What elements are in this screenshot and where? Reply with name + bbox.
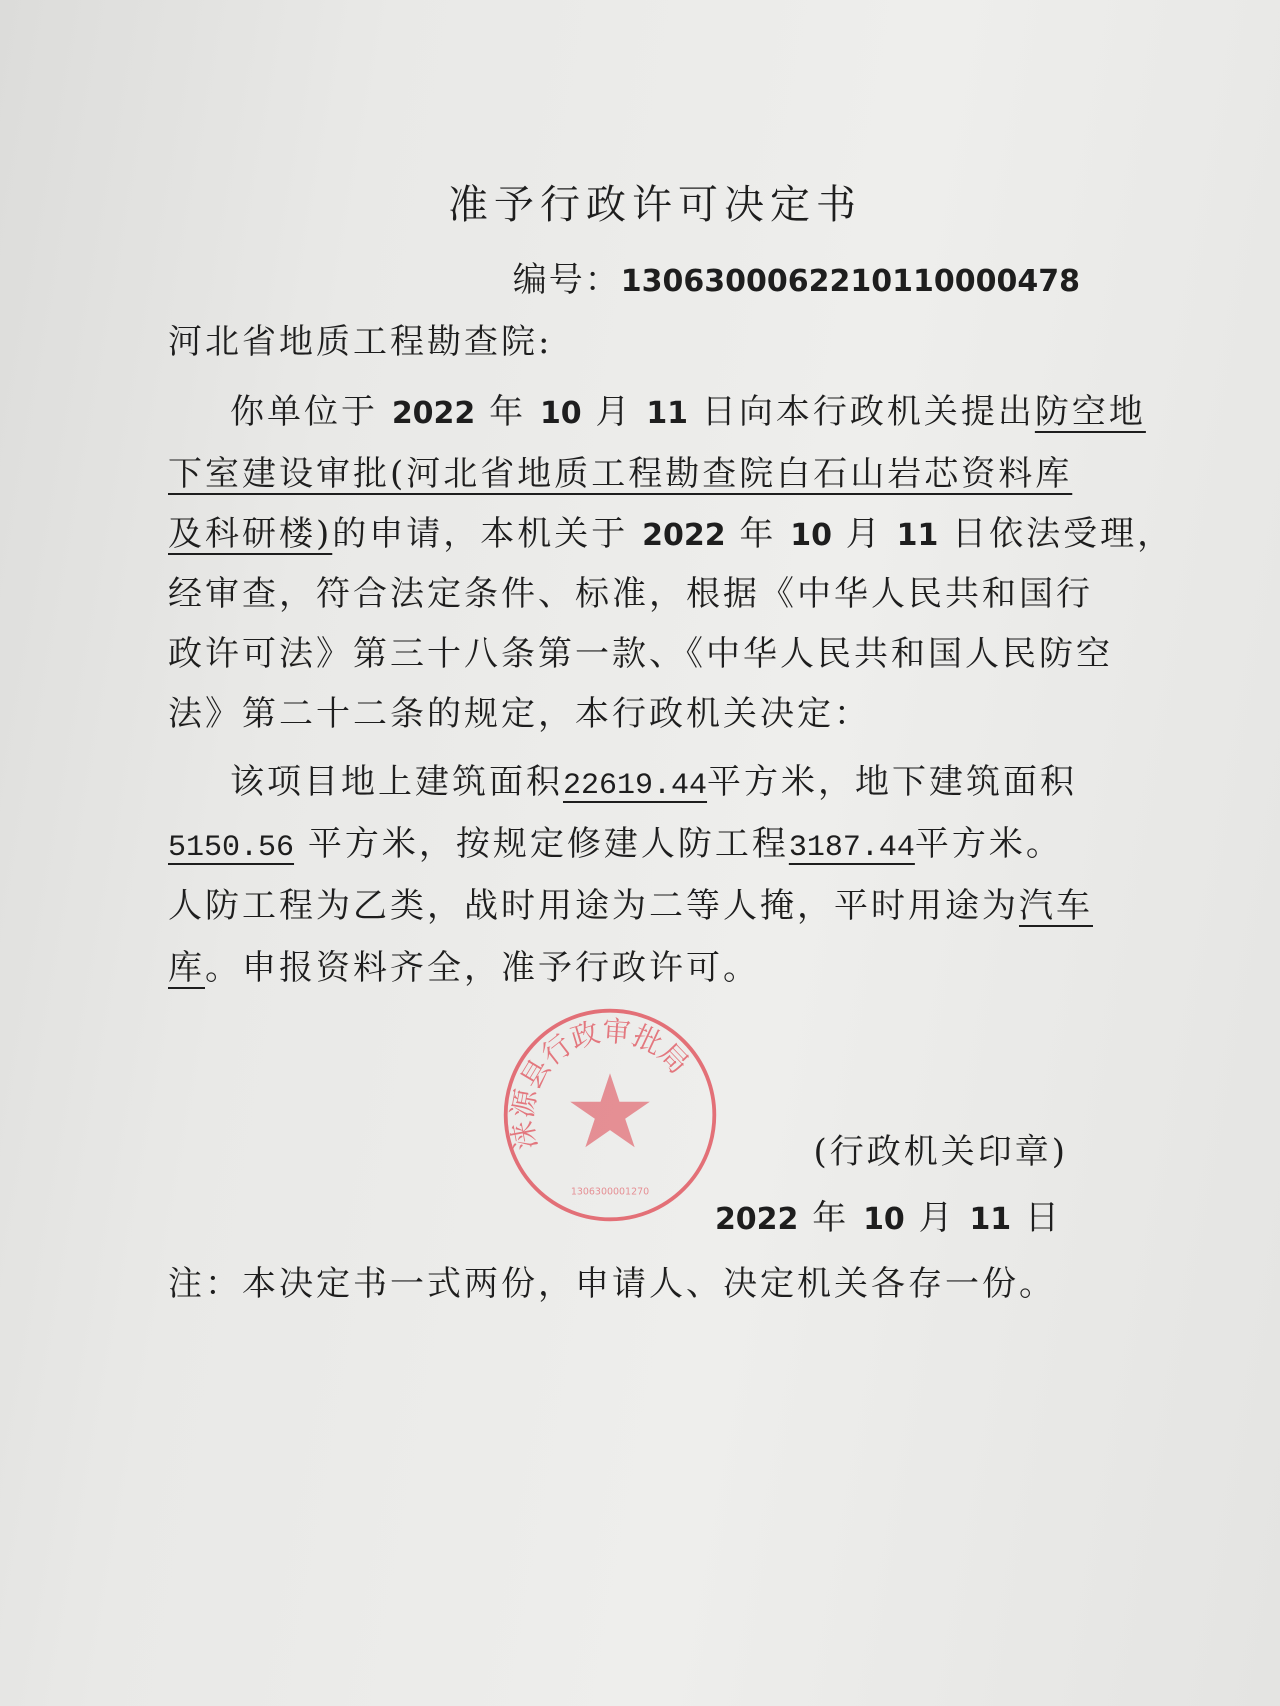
text-segment: 月 — [581, 392, 647, 432]
underlined-text: 5150.56 — [168, 831, 295, 865]
text-segment: 平方米。 — [914, 824, 1063, 864]
text-segment: 年 — [475, 392, 540, 432]
body-line — [168, 452, 1072, 496]
underline — [1019, 886, 1093, 926]
underlined-text: 防空地 — [1034, 392, 1146, 432]
bold-number: 2022 — [391, 396, 476, 431]
underline — [789, 824, 915, 864]
bold-number: 2022 — [642, 518, 726, 553]
date-month-unit: 月 — [904, 1198, 970, 1238]
underline — [168, 454, 1072, 494]
number-value: 1306300062210110000478 — [620, 264, 1080, 299]
underlined-text: 3187.44 — [788, 831, 915, 865]
text-segment: 经审查，符合法定条件、标准，根据《中华人民共和国行 — [168, 574, 1093, 614]
underlined-text: 22619.44 — [563, 769, 708, 803]
underline — [1035, 392, 1146, 432]
signature-date — [715, 1196, 1062, 1242]
text-segment: 年 — [725, 514, 791, 554]
seal-label: (行政机关印章) — [813, 1132, 1068, 1172]
underline — [168, 948, 205, 988]
body-line — [168, 632, 1113, 676]
date-day: 11 — [969, 1202, 1012, 1237]
body-line — [168, 692, 871, 736]
text-segment: 你单位于 — [230, 392, 392, 432]
body-line — [168, 822, 1063, 870]
text-segment: 政许可法》第三十八条第一款、《中华人民共和国人民防空 — [168, 634, 1113, 674]
svg-text:涞源县行政审批局: 涞源县行政审批局 — [505, 1014, 696, 1153]
footnote: 注：本决定书一式两份，申请人、决定机关各存一份。 — [168, 1264, 1056, 1304]
text-segment: 的申请，本机关于 — [332, 514, 643, 554]
text-segment: 平方米，按规定修建人防工程 — [294, 824, 789, 864]
date-year-unit: 年 — [798, 1198, 864, 1238]
addressee: 河北省地质工程勘查院: — [168, 322, 553, 362]
official-seal-stamp — [500, 1005, 720, 1225]
body-line — [168, 884, 1093, 928]
underlined-text: 及科研楼) — [168, 514, 333, 554]
text-segment: 法》第二十二条的规定，本行政机关决定： — [168, 694, 871, 734]
body-line — [168, 946, 760, 990]
text-segment: 。申报资料齐全，准予行政许可。 — [205, 948, 760, 988]
body-line — [168, 512, 1174, 558]
bold-number: 10 — [539, 396, 582, 431]
underline — [168, 824, 294, 864]
document-title: 准予行政许可决定书 — [448, 182, 862, 228]
text-segment: 日向本行政机关提出 — [688, 392, 1035, 432]
text-segment: 该项目地上建筑面积 — [230, 762, 563, 802]
date-month: 10 — [863, 1202, 905, 1237]
number-label: 编号： — [512, 260, 621, 300]
underlined-text: 库 — [168, 948, 205, 988]
underline — [563, 762, 707, 802]
text-segment: 月 — [831, 514, 897, 554]
bold-number: 10 — [790, 518, 832, 553]
body-line — [168, 572, 1093, 616]
date-day-unit: 日 — [1011, 1198, 1062, 1238]
underlined-text: 汽车 — [1019, 886, 1093, 926]
text-segment: 人防工程为乙类，战时用途为二等人掩，平时用途为 — [168, 886, 1019, 926]
date-year: 2022 — [714, 1202, 799, 1237]
body-line — [230, 760, 1077, 808]
body-line — [230, 390, 1146, 436]
document-number — [513, 258, 1080, 304]
text-segment: 平方米，地下建筑面积 — [707, 762, 1078, 802]
underline — [168, 514, 332, 554]
text-segment: 日依法受理， — [938, 514, 1175, 554]
bold-number: 11 — [646, 396, 689, 431]
underlined-text: 下室建设审批(河北省地质工程勘查院白石山岩芯资料库 — [168, 454, 1073, 494]
svg-text:1306300001270: 1306300001270 — [570, 1186, 650, 1198]
bold-number: 11 — [896, 518, 939, 553]
